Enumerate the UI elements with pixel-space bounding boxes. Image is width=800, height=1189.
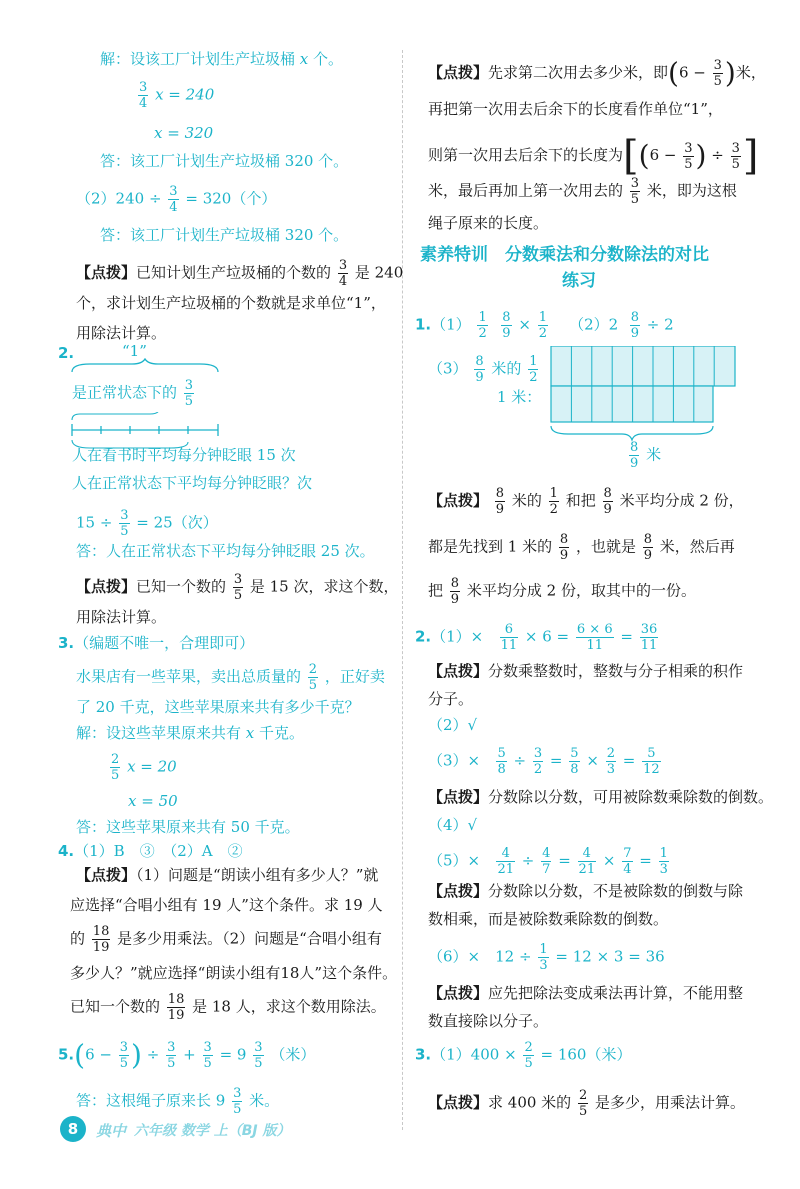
- q3-solution-setup: 解：设这些苹果原来共有 x 千克。: [76, 724, 305, 742]
- s1-part3-label: （3） $\frac{8}{9}$ 米的 $\frac{1}{2}$: [428, 354, 538, 385]
- s1-tip-line1: 【点拨】 $\frac{8}{9}$ 米的 $\frac{1}{2}$ 和把 $\frac{8}{9}$ 米平均分成 2 份，: [428, 486, 744, 517]
- q2-top-brace: [70, 358, 220, 374]
- r-tip-line2: 再把第一次用去后余下的长度看作单位“1”，: [428, 100, 723, 118]
- column-divider: [402, 50, 403, 1130]
- s3-tip: 【点拨】求 400 米的 $\frac{2}{5}$ 是多少，用乘法计算。: [428, 1088, 746, 1119]
- s2-part2: （2）√: [428, 716, 478, 734]
- r-tip-line3: 则第一次用去后余下的长度为[(6 − $\frac{3}{5}$ ) ÷ $\frac{3}{5}$ ]: [428, 133, 759, 179]
- s1-tip-line3: 把 $\frac{8}{9}$ 米平均分成 2 份，取其中的一份。: [428, 576, 696, 607]
- s1-grid-diagram: [548, 346, 748, 456]
- section-title-line2: 练习: [562, 271, 596, 291]
- s2-part1-tip-line2: 分子。: [428, 690, 474, 708]
- q4-tip-line5: 已知一个数的 $\frac{18}{19}$ 是 18 人，求这个数用除法。: [70, 992, 386, 1023]
- q5-expression: 5.(6 − $\frac{3}{5}$ ) ÷ $\frac{3}{5}$ + $\frac{3}{5}$ = 9 $\frac{3}{5}$ （米）: [58, 1038, 316, 1072]
- q2-number: 2.: [58, 344, 75, 362]
- q4-header: 4.（1）B ③ （2）A ②: [58, 842, 243, 860]
- book-info: 六年级 数学 上（BJ 版）: [134, 1123, 291, 1139]
- q2-reading: 人在看书时平均每分钟眨眼 15 次: [72, 446, 296, 464]
- p1-tip: 【点拨】已知计划生产垃圾桶的个数的 $\frac{3}{4}$ 是 240: [76, 258, 404, 289]
- s2-part3-tip: 【点拨】分数除以分数，可用被除数乘除数的倒数。: [428, 788, 774, 806]
- q2-normal-state: 是正常状态下的 $\frac{3}{5}$: [72, 378, 194, 409]
- s1-one-meter-label: 1 米：: [497, 388, 542, 406]
- r-tip-line5: 绳子原来的长度。: [428, 214, 549, 232]
- q3-answer: 答：这些苹果原来共有 50 千克。: [76, 818, 300, 836]
- p1-answer-2: 答：该工厂计划生产垃圾桶 320 个。: [100, 226, 349, 244]
- p1-solution-setup: 解：设该工厂计划生产垃圾桶 x 个。: [100, 50, 344, 68]
- q2-answer: 答：人在正常状态下平均每分钟眨眼 25 次。: [76, 542, 375, 560]
- q2-tip: 【点拨】已知一个数的 $\frac{3}{5}$ 是 15 次，求这个数，: [76, 572, 399, 603]
- s2-part5-tip-line1: 【点拨】分数除以分数，不是被除数的倒数与除: [428, 882, 744, 900]
- s2-part6: （6）× 12 ÷ $\frac{1}{3}$ = 12 × 3 = 36: [428, 942, 665, 973]
- grid-half-bottom: [551, 386, 713, 422]
- grid-half-top: [551, 346, 735, 386]
- q2-question: 人在正常状态下平均每分钟眨眼？次: [72, 474, 313, 492]
- p1-equation-2: x = 320: [154, 124, 214, 142]
- s2-part1: 2.（1）× $\frac{6}{11}$ × 6 = $\frac{6 \times 6}{11}$ = $\frac{36}{11}$: [415, 622, 658, 653]
- s2-part5: （5）× $\frac{4}{21}$ ÷ $\frac{4}{7}$ = $\frac{4}{21}$ × $\frac{7}{4}$ = $\frac{1}{3}$: [428, 846, 668, 877]
- s1-bottom-label: $\frac{8}{9}$ 米: [630, 440, 662, 471]
- s2-part4: （4）√: [428, 816, 478, 834]
- q4-tip-line2: 应选择“合唱小组有 19 人”这个条件。求 19 人: [70, 896, 383, 914]
- s3-part1: 3.（1）400 × $\frac{2}{5}$ = 160（米）: [415, 1040, 632, 1071]
- s1-parts-1-2: 1.（1） $\frac{1}{2}$ $\frac{8}{9}$ × $\frac{1}{2}$ （2）2 $\frac{8}{9}$ ÷ 2: [415, 310, 674, 341]
- section-title: 素养特训 分数乘法和分数除法的对比: [420, 245, 709, 265]
- r-tip-line4: 米，最后再加上第一次用去的 $\frac{3}{5}$ 米，即为这根: [428, 176, 737, 207]
- bottom-brace: [551, 426, 713, 440]
- s2-part6-tip-line2: 数直接除以分子。: [428, 1012, 549, 1030]
- s2-part1-tip-line1: 【点拨】分数乘整数时，整数与分子相乘的积作: [428, 662, 744, 680]
- r-tip-line1: 【点拨】先求第二次用去多少米，即(6 − $\frac{3}{5}$ )米，: [428, 56, 766, 90]
- q4-tip-line3: 的 $\frac{18}{19}$ 是多少用乘法。（2）问题是“合唱小组有: [70, 924, 382, 955]
- q2-unit-one-label: “1”: [122, 342, 147, 360]
- q4-tip-line1: 【点拨】（1）问题是“朗读小组有多少人？”就: [76, 866, 379, 884]
- s2-part5-tip-line2: 数相乘，而是被除数乘除数的倒数。: [428, 910, 669, 928]
- p1-tip-line2: 个，求计划生产垃圾桶的个数就是求单位“1”，: [76, 294, 386, 312]
- page-footer: [60, 1116, 300, 1142]
- s1-tip-line2: 都是先找到 1 米的 $\frac{8}{9}$ ，也就是 $\frac{8}{9}$ 米，然后再: [428, 532, 735, 563]
- p1-part2: （2）240 ÷ $\frac{3}{4}$ = 320（个）: [76, 184, 277, 215]
- p1-answer: 答：该工厂计划生产垃圾桶 320 个。: [100, 152, 349, 170]
- p1-equation-1: $\frac{3}{4}$ x = 240: [139, 80, 215, 111]
- q3-text: 水果店有一些苹果，卖出总质量的 $\frac{2}{5}$ ，正好卖: [76, 662, 385, 693]
- q2-tip-line2: 用除法计算。: [76, 608, 167, 626]
- q3-header: 3.（编题不唯一，合理即可）: [58, 634, 255, 652]
- brand-logo: 典中: [96, 1122, 127, 1140]
- s2-part6-tip-line1: 【点拨】应先把除法变成乘法再计算，不能用整: [428, 984, 744, 1002]
- q5-answer: 答：这根绳子原来长 9 $\frac{3}{5}$ 米。: [76, 1086, 280, 1117]
- q4-tip-line4: 多少人？”就应选择“朗读小组有18人”这个条件。: [70, 964, 398, 982]
- q3-equation-2: x = 50: [128, 792, 178, 810]
- q3-text-line2: 了 20 千克，这些苹果原来共有多少千克？: [76, 698, 360, 716]
- p1-tip-line3: 用除法计算。: [76, 324, 167, 342]
- q2-calc: 15 ÷ $\frac{3}{5}$ = 25（次）: [76, 508, 218, 539]
- q3-equation-1: $\frac{2}{5}$ x = 20: [111, 752, 177, 783]
- page-number: 8: [60, 1116, 86, 1142]
- s2-part3: （3）× $\frac{5}{8}$ ÷ $\frac{3}{2}$ = $\frac{5}{8}$ × $\frac{2}{3}$ = $\frac{5}{12}$: [428, 746, 660, 777]
